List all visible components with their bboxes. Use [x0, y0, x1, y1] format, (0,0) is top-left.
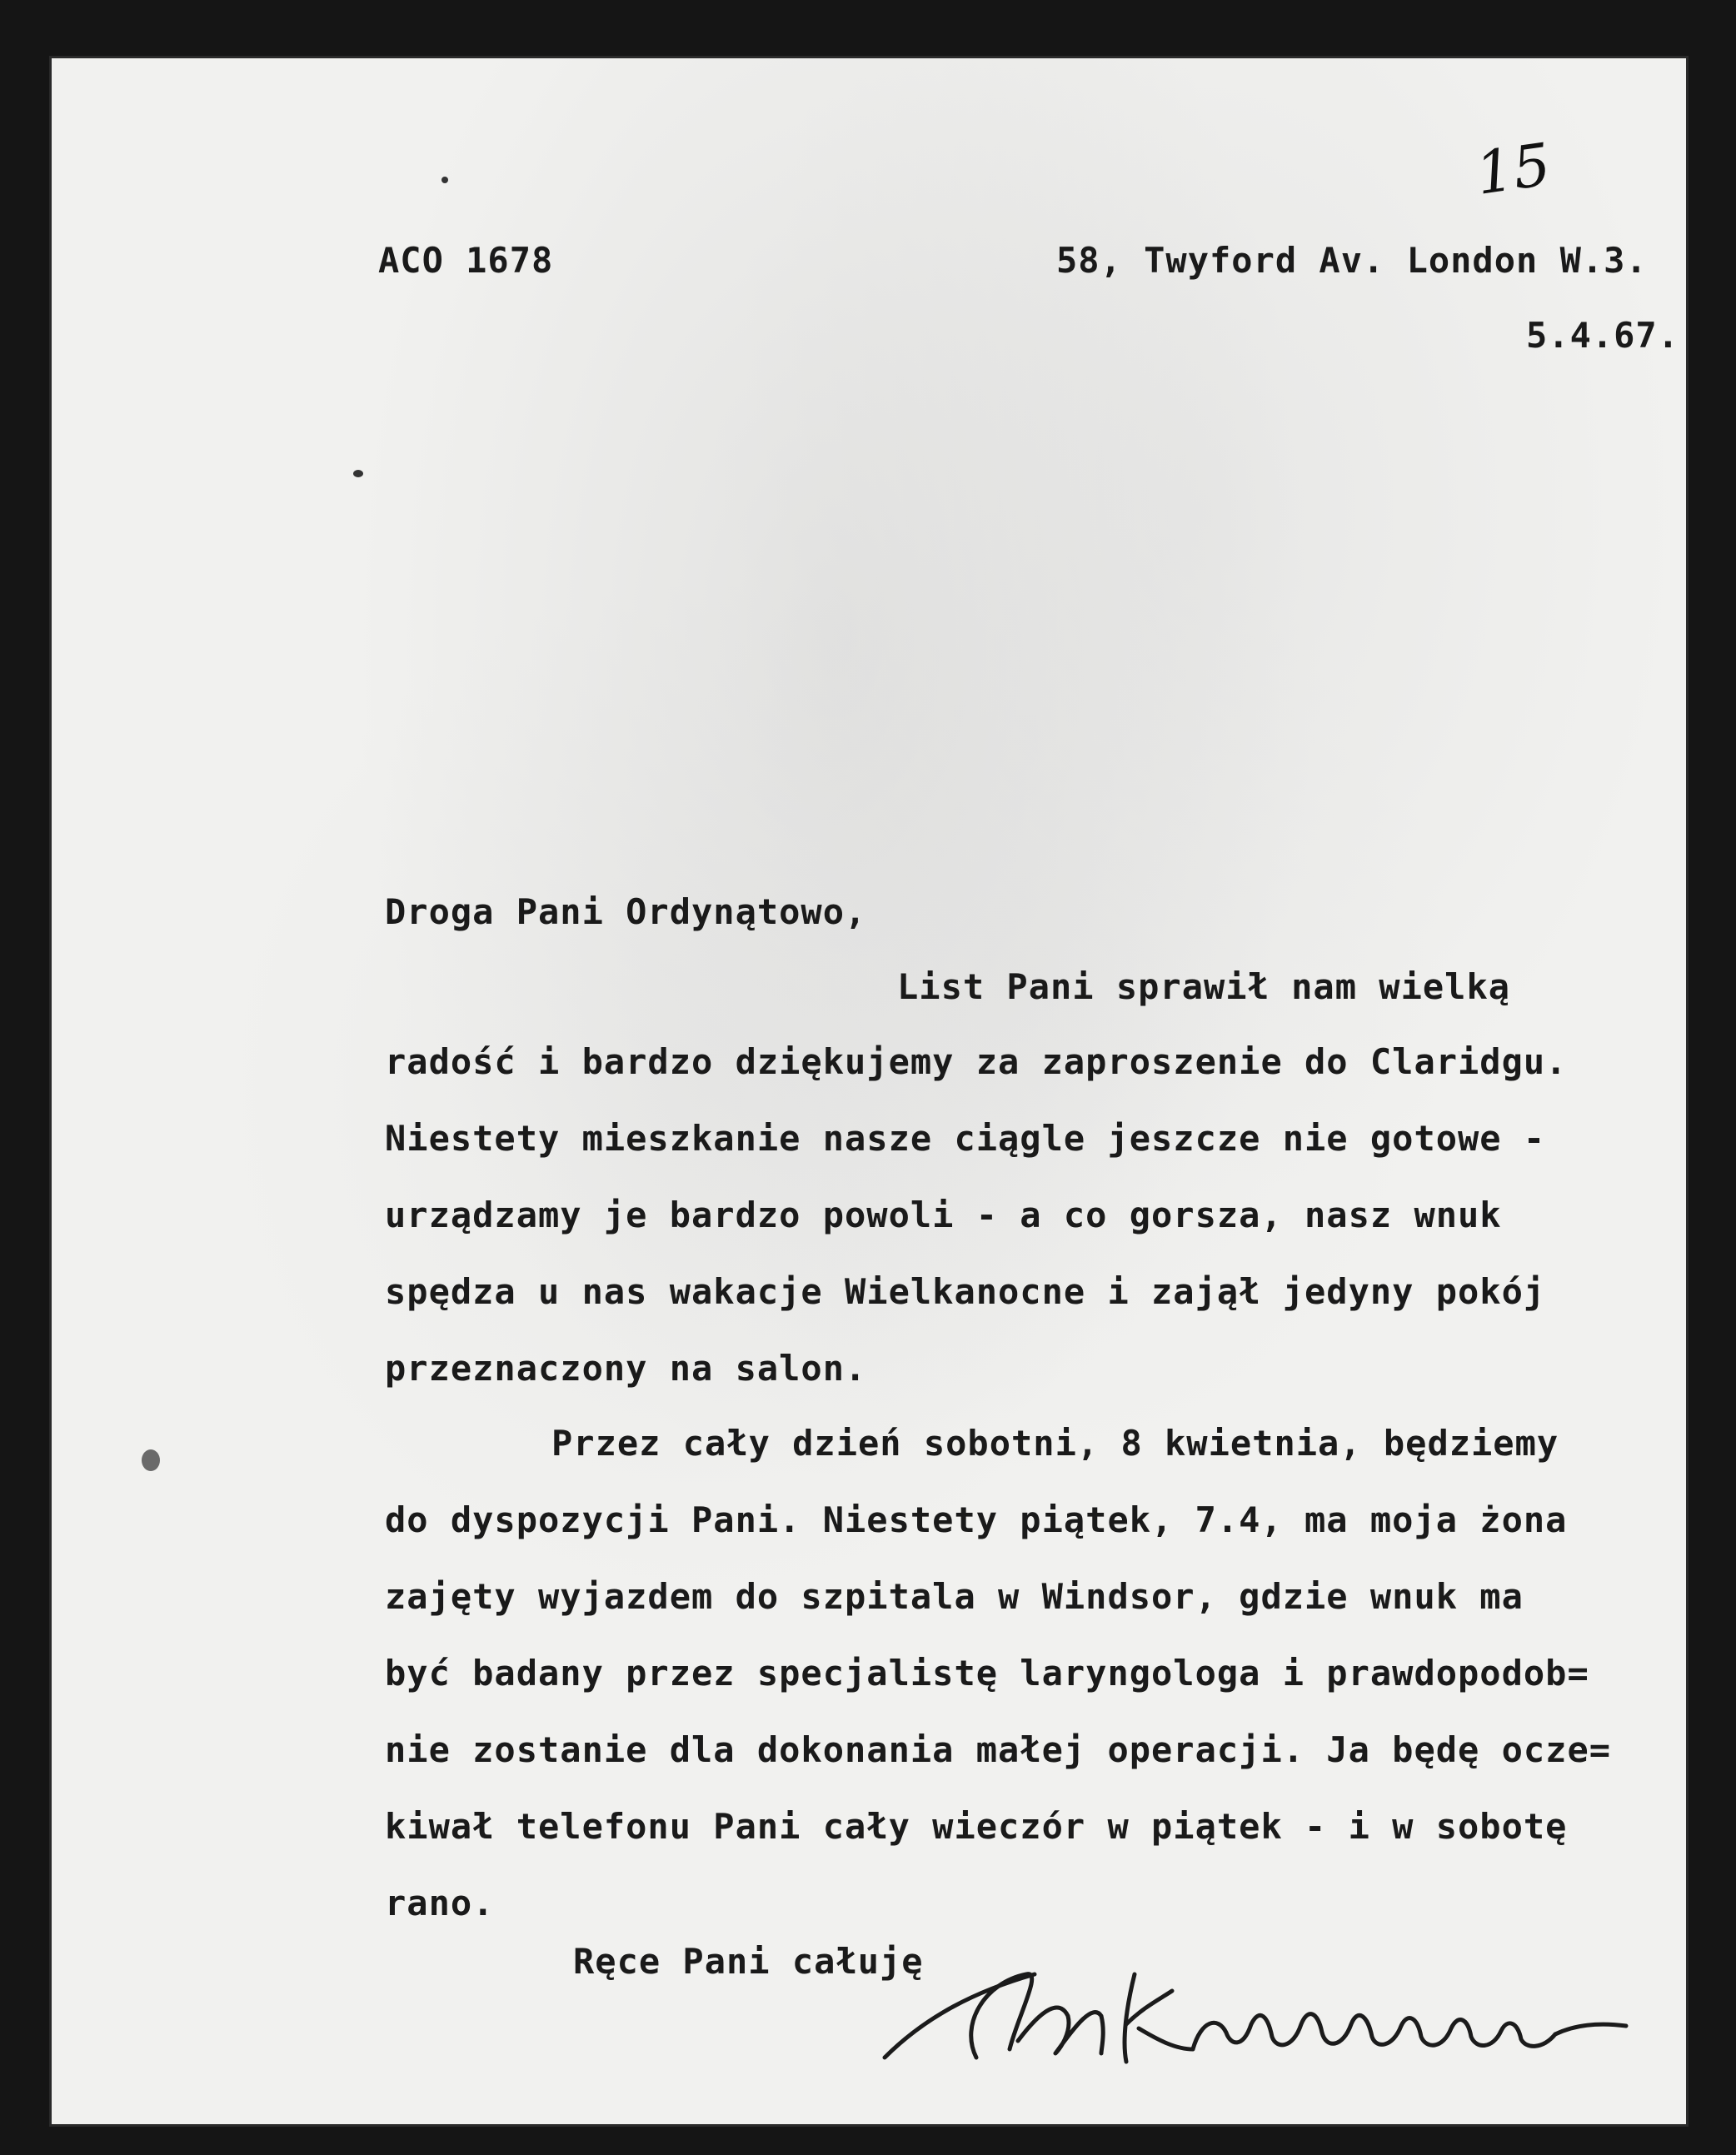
- ink-speck: [142, 1449, 160, 1471]
- body-line: radość i bardzo dziękujemy za zaproszenie do Claridgu.: [385, 1041, 1568, 1082]
- letter-page: [52, 58, 1686, 2124]
- letter-date: 5.4.67.: [1526, 315, 1680, 356]
- reference-number: ACO 1678: [378, 240, 554, 281]
- body-line: Przez cały dzień sobotni, 8 kwietnia, będziemy: [551, 1423, 1559, 1464]
- ink-speck: [353, 470, 363, 477]
- body-line: Niestety mieszkanie nasze ciągle jeszcze nie gotowe -: [385, 1118, 1546, 1159]
- body-line: urządzamy je bardzo powoli - a co gorsza, nasz wnuk: [385, 1195, 1502, 1235]
- salutation: Droga Pani Ordynątowo,: [385, 891, 867, 932]
- body-line: List Pani sprawił nam wielką: [897, 966, 1511, 1007]
- sender-address: 58, Twyford Av. London W.3.: [1056, 240, 1648, 281]
- body-line: przeznaczony na salon.: [385, 1348, 867, 1389]
- body-line: nie zostanie dla dokonania małej operacji. Ja będę ocze=: [385, 1729, 1612, 1770]
- page-number: 15: [1471, 130, 1555, 208]
- handwritten-signature: [851, 1924, 1651, 2083]
- body-line: spędza u nas wakacje Wielkanocne i zajął jedyny pokój: [385, 1271, 1546, 1312]
- closing: Ręce Pani całuję: [573, 1941, 924, 1982]
- body-line: rano.: [385, 1883, 495, 1923]
- body-line: zajęty wyjazdem do szpitala w Windsor, gdzie wnuk ma: [385, 1576, 1524, 1617]
- body-line: być badany przez specjalistę laryngologa i prawdopodob=: [385, 1653, 1589, 1694]
- ink-speck: [441, 177, 448, 183]
- body-line: kiwał telefonu Pani cały wieczór w piątek - i w sobotę: [385, 1806, 1568, 1847]
- body-line: do dyspozycji Pani. Niestety piątek, 7.4, ma moja żona: [385, 1499, 1568, 1540]
